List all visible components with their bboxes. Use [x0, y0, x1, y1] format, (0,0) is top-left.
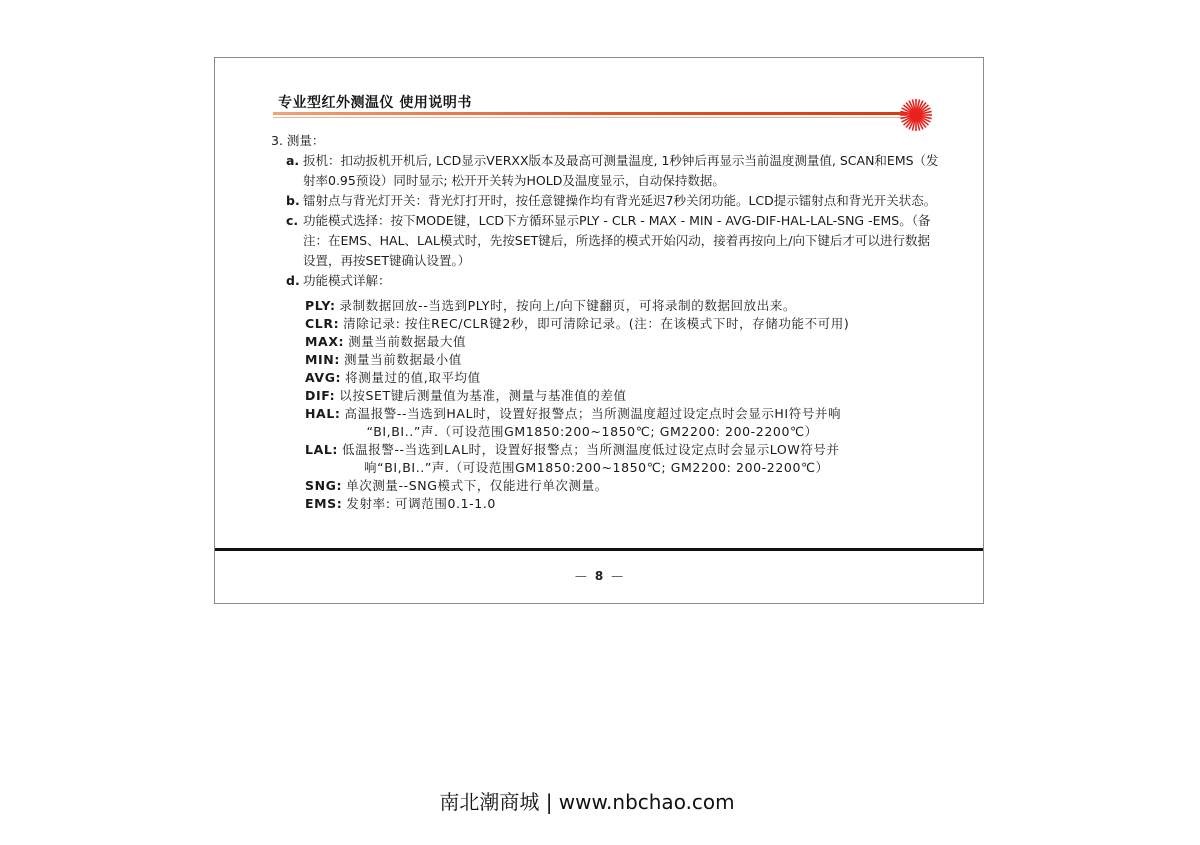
mode-value — [339, 387, 941, 405]
mode-value — [346, 477, 941, 495]
footer-rule — [215, 548, 983, 551]
laser-burst-icon — [899, 98, 933, 132]
mode-details-list — [305, 297, 941, 513]
mode-key: PLY: — [305, 298, 336, 313]
mode-value — [340, 297, 941, 315]
header-rule — [273, 112, 907, 115]
page-title: 专业型红外测温仪 使用说明书 — [278, 95, 472, 111]
list-item-d — [286, 271, 941, 291]
header-rule-thin — [273, 117, 907, 118]
mode-desc-continuation: 响“BI,BI..”声.（可设范围GM1850:200~1850℃; GM2200: 200-2200℃） — [364, 460, 829, 475]
mode-desc: 发射率: 可调范围0.1-1.0 — [346, 496, 496, 511]
page-number-dash: — — [574, 569, 587, 583]
list-item-text: 镭射点与背光灯开关：背光灯打开时，按任意键操作均有背光延迟7秒关闭功能。LCD提示镭射点和背光开关状态。 — [303, 193, 937, 208]
mode-row-ems — [305, 495, 941, 513]
mode-value — [344, 351, 941, 369]
mode-desc: 录制数据回放--当选到PLY时，按向上/向下键翻页，可将录制的数据回放出来。 — [339, 298, 797, 313]
mode-value — [342, 441, 941, 477]
mode-row-max — [305, 333, 941, 351]
mode-row-sng — [305, 477, 941, 495]
mode-key: CLR: — [305, 316, 340, 331]
list-item-text: 功能模式详解： — [303, 273, 391, 288]
mode-row-clr — [305, 315, 941, 333]
mode-key: LAL: — [305, 442, 339, 457]
mode-key: DIF: — [305, 388, 336, 403]
page-number-dash: — — [611, 569, 624, 583]
mode-desc: 测量当前数据最小值 — [343, 352, 462, 367]
list-item-label: d. — [286, 273, 300, 288]
list-item-c — [286, 211, 941, 271]
mode-key: SNG: — [305, 478, 343, 493]
mode-desc: 低温报警--当选到LAL时，设置好报警点；当所测温度低过设定点时会显示LOW符号并 — [342, 442, 840, 457]
mode-value — [345, 369, 941, 387]
list-item-b — [286, 191, 941, 211]
mode-row-min — [305, 351, 941, 369]
list-item-text: 扳机：扣动扳机开机后, LCD显示VERXX版本及最高可测量温度, 1秒钟后再显示当前温度测量值, SCAN和EMS（发射率0.95预设）同时显示; 松开开关转为HOLD及温度显示，自动保持数据。 — [303, 153, 939, 188]
mode-desc: 清除记录: 按住REC/CLR键2秒，即可清除记录。(注：在该模式下时，存储功能不可用) — [343, 316, 850, 331]
mode-key: EMS: — [305, 496, 343, 511]
mode-row-lal — [305, 441, 941, 477]
mode-row-avg — [305, 369, 941, 387]
manual-page — [214, 57, 984, 604]
mode-key: MAX: — [305, 334, 345, 349]
mode-key: AVG: — [305, 370, 342, 385]
list-item-label: b. — [286, 193, 300, 208]
list-item-a — [286, 151, 941, 191]
mode-desc-continuation: “BI,BI..”声.（可设范围GM1850:200~1850℃; GM2200: 200-2200℃） — [366, 424, 818, 439]
mode-desc: 单次测量--SNG模式下，仅能进行单次测量。 — [346, 478, 608, 493]
section-heading: 3. 测量： — [271, 133, 325, 148]
mode-value — [345, 405, 942, 441]
page-number: 8 — [594, 569, 604, 583]
mode-key: HAL: — [305, 406, 341, 421]
section-measurement — [271, 131, 941, 513]
mode-desc: 高温报警--当选到HAL时，设置好报警点；当所测温度超过设定点时会显示HI符号并响 — [344, 406, 842, 421]
page-number-footer — [215, 569, 983, 583]
mode-value — [343, 315, 941, 333]
site-watermark: 南北潮商城 | www.nbchao.com — [439, 790, 735, 814]
list-item-label: c. — [286, 213, 299, 228]
mode-desc: 测量当前数据最大值 — [348, 334, 467, 349]
mode-row-dif — [305, 387, 941, 405]
mode-desc: 将测量过的值,取平均值 — [345, 370, 481, 385]
mode-desc: 以按SET键后测量值为基准，测量与基准值的差值 — [339, 388, 627, 403]
mode-key: MIN: — [305, 352, 340, 367]
list-item-label: a. — [286, 153, 300, 168]
list-item-text: 功能模式选择：按下MODE键，LCD下方循环显示PLY - CLR - MAX - MIN - AVG-DIF-HAL-LAL-SNG -EMS。（备注：在EMS、HAL、LAL模式时，先按SET键后，所选择的模式开始闪动，接着再按向上/向下键后才可以进行数据设置，再按SET键确认设置。） — [303, 213, 931, 268]
mode-value — [346, 495, 941, 513]
laser-core — [912, 111, 920, 119]
mode-row-ply — [305, 297, 941, 315]
mode-row-hal — [305, 405, 941, 441]
mode-value — [348, 333, 941, 351]
